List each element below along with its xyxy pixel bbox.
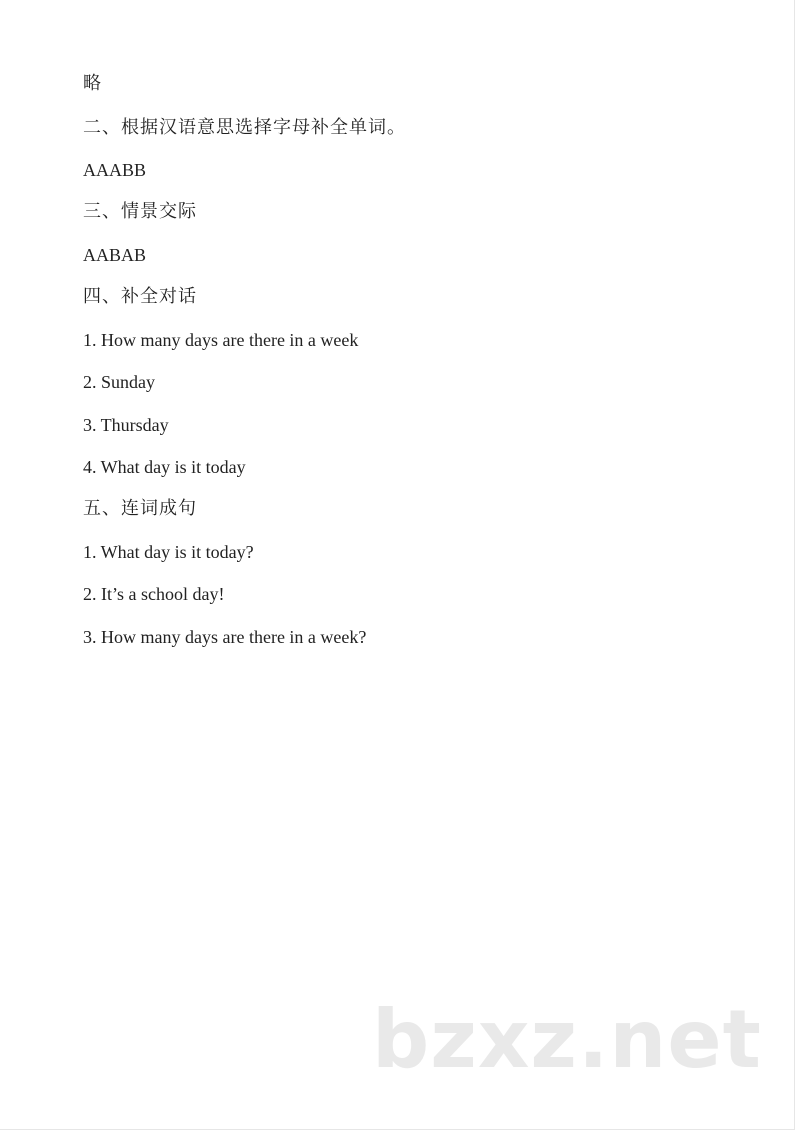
answer-line: 3. Thursday [83, 415, 169, 435]
answer-line: 1. How many days are there in a week [83, 330, 359, 350]
answer-line: 1. What day is it today? [83, 542, 254, 562]
answer-line: 2. Sunday [83, 372, 155, 392]
section-heading-2: 二、根据汉语意思选择字母补全单词。 [83, 117, 406, 138]
section-heading-4: 四、补全对话 [83, 286, 197, 307]
watermark: bzxz.net [372, 993, 762, 1086]
section-heading-3: 三、情景交际 [83, 201, 197, 222]
answer-omitted: 略 [83, 73, 102, 94]
answer-line: 4. What day is it today [83, 457, 246, 477]
answer-line: 2. It’s a school day! [83, 584, 225, 604]
answer-line: AABAB [83, 245, 147, 265]
answer-line: AAABB [83, 160, 147, 180]
answer-line: 3. How many days are there in a week? [83, 627, 367, 647]
section-heading-5: 五、连词成句 [83, 498, 197, 519]
